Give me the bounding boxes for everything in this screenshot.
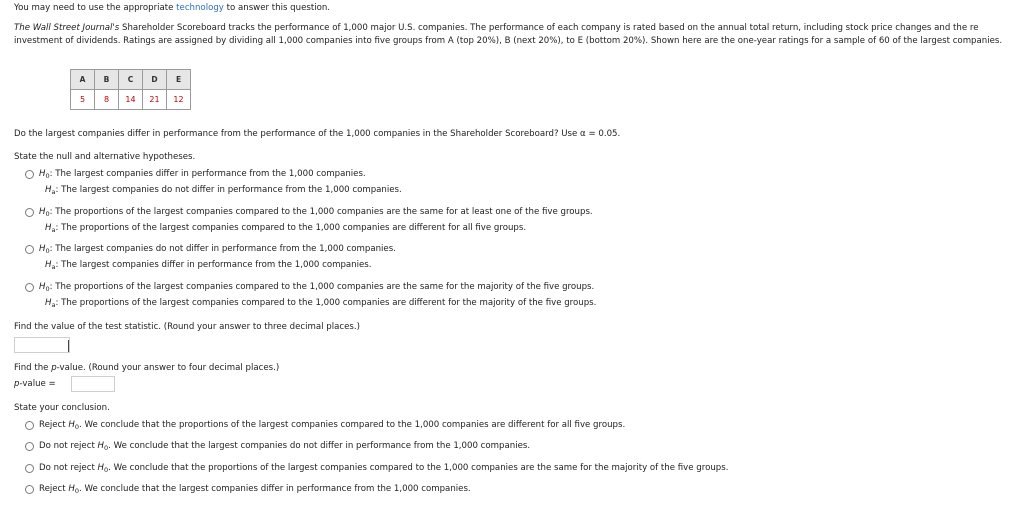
technology-note bbox=[14, 3, 330, 13]
conclusion-radio-4[interactable] bbox=[25, 485, 34, 494]
hypothesis-4-h0: $H_0$: The proportions of the largest companies compared to the 1,000 companies are the same for the majority of the five groups. bbox=[39, 282, 595, 293]
ratings-table bbox=[70, 69, 191, 110]
test-statistic-input[interactable] bbox=[14, 337, 70, 353]
conclusion-option-1: Reject $H_0$. We conclude that the proportions of the largest companies compared to the 1,000 companies are different for all five groups. bbox=[39, 420, 626, 431]
header-cell-d: D bbox=[143, 70, 167, 90]
pvalue-label: p-value = bbox=[14, 379, 56, 389]
hypothesis-radio-2[interactable] bbox=[25, 208, 34, 217]
problem-intro bbox=[14, 22, 1014, 47]
conclusion-prompt: State your conclusion. bbox=[14, 403, 110, 413]
hypothesis-radio-3[interactable] bbox=[25, 245, 34, 254]
source-title: The Wall Street Journal's bbox=[14, 23, 120, 33]
value-cell-d: 21 bbox=[143, 90, 167, 110]
header-cell-c: C bbox=[119, 70, 143, 90]
note-prefix: You may need to use the appropriate bbox=[14, 3, 177, 13]
text-cursor bbox=[68, 340, 69, 352]
pvalue-input[interactable] bbox=[71, 376, 115, 392]
value-cell-a: 5 bbox=[71, 90, 95, 110]
conclusion-option-2: Do not reject $H_0$. We conclude that the largest companies do not differ in performance from the 1,000 companies. bbox=[39, 441, 531, 452]
hypotheses-prompt: State the null and alternative hypotheses. bbox=[14, 152, 196, 162]
header-cell-a: A bbox=[71, 70, 95, 90]
hypothesis-1-ha: $H_a$: The largest companies do not differ in performance from the 1,000 companies. bbox=[45, 185, 402, 196]
hypothesis-3-h0: $H_0$: The largest companies do not differ in performance from the 1,000 companies. bbox=[39, 244, 396, 255]
technology-link[interactable]: technology bbox=[176, 3, 224, 13]
hypothesis-3-ha: $H_a$: The largest companies differ in performance from the 1,000 companies. bbox=[45, 260, 372, 271]
intro-text: Shareholder Scoreboard tracks the performance of 1,000 major U.S. companies. The performance of each company is rated based on the annual total return, including stock price changes and the re investment of dividends. Ratings are assigned by dividing all 1,000 companies into five groups from A (top 20%), B (next 20%), to E (bottom 20%). Shown here are the one-year ratings for a sample of 60 of the largest companies. bbox=[14, 23, 1003, 46]
value-cell-c: 14 bbox=[119, 90, 143, 110]
value-cell-e: 12 bbox=[167, 90, 191, 110]
hypothesis-2-h0: $H_0$: The proportions of the largest companies compared to the 1,000 companies are the same for at least one of the five groups. bbox=[39, 207, 593, 218]
conclusion-radio-1[interactable] bbox=[25, 421, 34, 430]
test-statistic-prompt: Find the value of the test statistic. (Round your answer to three decimal places.) bbox=[14, 322, 360, 332]
header-cell-e: E bbox=[167, 70, 191, 90]
question-text: Do the largest companies differ in performance from the performance of the 1,000 companies in the Shareholder Scoreboard? Use α = 0.05. bbox=[14, 129, 621, 139]
value-cell-b: 8 bbox=[95, 90, 119, 110]
conclusion-radio-2[interactable] bbox=[25, 442, 34, 451]
header-cell-b: B bbox=[95, 70, 119, 90]
pvalue-prompt: Find the p-value. (Round your answer to four decimal places.) bbox=[14, 363, 280, 373]
conclusion-option-3: Do not reject $H_0$. We conclude that the proportions of the largest companies compared to the 1,000 companies are the same for the majority of the five groups. bbox=[39, 463, 729, 474]
conclusion-option-4: Reject $H_0$. We conclude that the largest companies differ in performance from the 1,000 companies. bbox=[39, 484, 471, 495]
hypothesis-4-ha: $H_a$: The proportions of the largest companies compared to the 1,000 companies are different for the majority of the five groups. bbox=[45, 298, 597, 309]
hypothesis-radio-1[interactable] bbox=[25, 170, 34, 179]
hypothesis-radio-4[interactable] bbox=[25, 283, 34, 292]
hypothesis-1-h0: $H_0$: The largest companies differ in performance from the 1,000 companies. bbox=[39, 169, 366, 180]
hypothesis-2-ha: $H_a$: The proportions of the largest companies compared to the 1,000 companies are different for all five groups. bbox=[45, 223, 527, 234]
note-suffix: to answer this question. bbox=[223, 3, 331, 13]
conclusion-radio-3[interactable] bbox=[25, 464, 34, 473]
